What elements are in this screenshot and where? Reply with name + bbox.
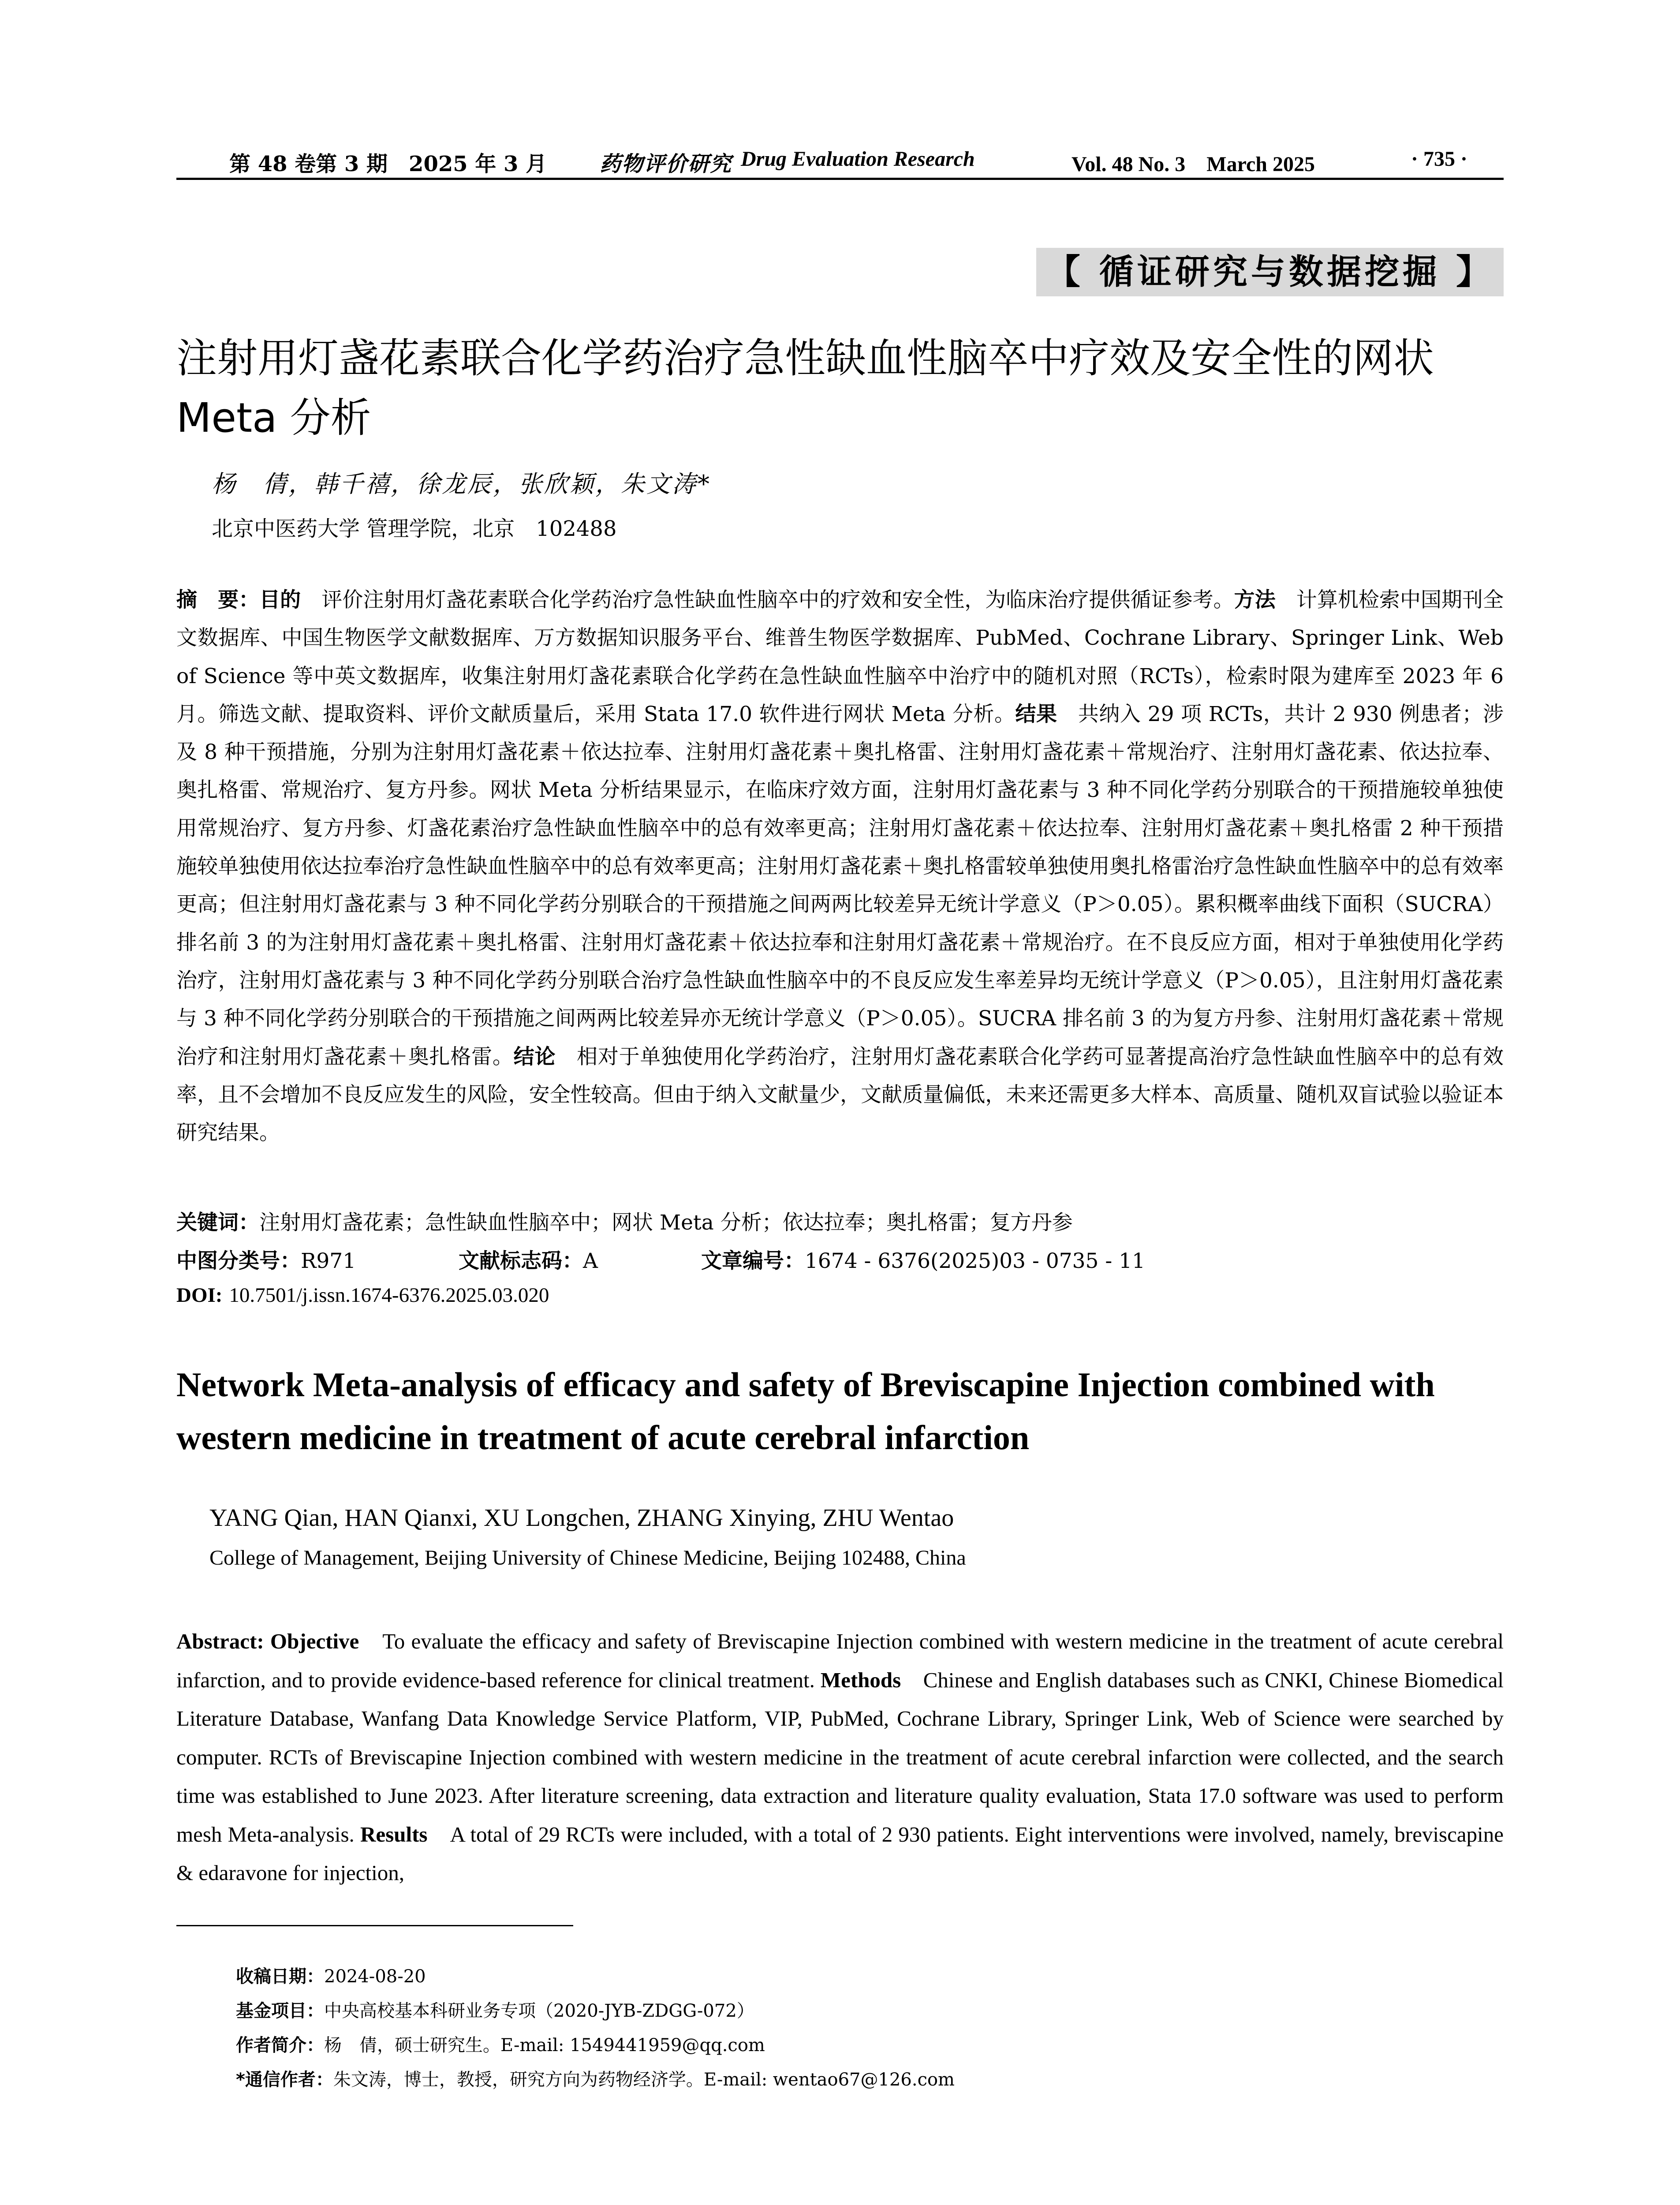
running-header: [176, 143, 1504, 179]
footnote-author: [236, 2031, 765, 2056]
methods-label-en: Methods: [820, 1667, 901, 1692]
fund-label: 基金项目：: [236, 2001, 324, 2021]
keywords: 注射用灯盏花素；急性缺血性脑卒中；网状 Meta 分析；依达拉奉；奥扎格雷；复方丹参: [259, 1211, 1073, 1235]
page-number: · 735 ·: [1411, 147, 1468, 171]
affiliation-en: College of Management, Beijing University of Chinese Medicine, Beijing 102488, China: [209, 1546, 966, 1570]
author-label: 作者简介：: [236, 2035, 324, 2056]
keywords-line: [176, 1206, 1073, 1236]
results-label-cn: 结果: [1015, 702, 1057, 726]
paper-title-cn: 注射用灯盏花素联合化学药治疗急性缺血性脑卒中疗效及安全性的网状 Meta 分析: [176, 335, 1434, 441]
classification-line: [176, 1245, 356, 1274]
received-label: 收稿日期：: [236, 1966, 324, 1987]
doi-label: DOI:: [176, 1284, 223, 1307]
journal-logo: 药物评价研究: [600, 152, 732, 176]
article-no-line: [701, 1245, 1145, 1274]
clc-value: R971: [301, 1249, 356, 1273]
issue-cn: 第 48 卷第 3 期 2025 年 3 月: [229, 152, 547, 176]
authors-cn: 杨 倩，韩千禧，徐龙辰，张欣颖，朱文涛*: [212, 470, 711, 498]
abstract-label-en: Abstract: Objective: [176, 1629, 359, 1653]
doc-code-line: [459, 1245, 598, 1274]
results-en: A total of 29 RCTs were included, with a total of 2 930 patients. Eight interventions were involved, namely, breviscapine & edaravone for injection,: [176, 1822, 1504, 1885]
doc-code-value: A: [583, 1249, 598, 1273]
conclusion-cn: 相对于单独使用化学药治疗，注射用灯盏花素联合化学药可显著提高治疗急性缺血性脑卒中的总有效率，且不会增加不良反应发生的风险，安全性较高。但由于纳入文献量少，文献质量偏低，未来还需更多大样本、高质量、随机双盲试验以验证本研究结果。: [176, 1044, 1504, 1145]
keywords-label: 关键词：: [176, 1211, 259, 1235]
clc-label: 中图分类号：: [176, 1249, 301, 1273]
received-date: 2024-08-20: [324, 1966, 426, 1987]
fund-value: 中央高校基本科研业务专项（2020-JYB-ZDGG-072）: [324, 2001, 754, 2021]
corresponding-label: *通信作者：: [236, 2070, 333, 2090]
footnote-rule: [176, 1925, 573, 1926]
authors-en: YANG Qian, HAN Qianxi, XU Longchen, ZHANG Xinying, ZHU Wentao: [209, 1504, 954, 1532]
objective-cn: 评价注射用灯盏花素联合化学药治疗急性缺血性脑卒中的疗效和安全性，为临床治疗提供循证参考。: [321, 588, 1234, 612]
methods-en: Chinese and English databases such as CNKI, Chinese Biomedical Literature Database, Wanfang Data Knowledge Service Platform, VIP, PubMed, Cochrane Library, Springer Link, Web of Science were searched by computer. RCTs of Breviscapine Injection combined with western medicine in the treatment of acute cerebral infarction were collected, and the search time was established to June 2023. After literature screening, data extraction and literature quality evaluation, Stata 17.0 software was used to perform mesh Meta-analysis.: [176, 1667, 1504, 1846]
abstract-cn: [176, 581, 1504, 1152]
objective-label-cn: 目的: [259, 588, 301, 612]
results-label-en: Results: [360, 1822, 428, 1846]
conclusion-label-cn: 结论: [513, 1044, 556, 1069]
objective-en: To evaluate the efficacy and safety of Breviscapine Injection combined with western medicine in the treatment of acute cerebral infarction, and to provide evidence-based reference for clinical treatment.: [176, 1629, 1504, 1692]
doi-line: [176, 1283, 549, 1307]
article-no-value: 1674 - 6376(2025)03 - 0735 - 11: [805, 1249, 1146, 1273]
header-rule: [176, 178, 1504, 180]
doi-value[interactable]: 10.7501/j.issn.1674-6376.2025.03.020: [229, 1284, 549, 1307]
author-value: 杨 倩，硕士研究生。E-mail: 1549441959@qq.com: [324, 2035, 765, 2056]
doc-code-label: 文献标志码：: [459, 1249, 583, 1273]
methods-cn: 计算机检索中国期刊全文数据库、中国生物医学文献数据库、万方数据知识服务平台、维普生物医学数据库、PubMed、Cochrane Library、Springer Link、Web of Science 等中英文数据库，收集注射用灯盏花素联合化学药在急性缺血性脑卒中治疗中的随机对照（RCTs），检索时限为建库至 2023 年 6 月。筛选文献、提取资料、评价文献质量后，采用 Stata 17.0 软件进行网状 Meta 分析。: [176, 588, 1504, 726]
footnote-received: [236, 1962, 426, 1988]
section-tag: 【 循证研究与数据挖掘 】: [1036, 248, 1504, 296]
journal-name-en: Drug Evaluation Research: [741, 147, 975, 171]
affiliation-cn: 北京中医药大学 管理学院，北京 102488: [212, 516, 617, 541]
issue-en: Vol. 48 No. 3 March 2025: [1071, 153, 1315, 176]
paper-title-en: Network Meta-analysis of efficacy and safety of Breviscapine Injection combined with western medicine in treatment of acute cerebral infarction: [176, 1365, 1435, 1457]
abstract-label-cn: 摘 要：: [176, 588, 260, 612]
footnote-corresponding: [236, 2066, 955, 2091]
abstract-en: [176, 1622, 1504, 1892]
results-cn: 共纳入 29 项 RCTs，共计 2 930 例患者；涉及 8 种干预措施，分别为注射用灯盏花素＋依达拉奉、注射用灯盏花素＋奥扎格雷、注射用灯盏花素＋常规治疗、注射用灯盏花素、依达拉奉、奥扎格雷、常规治疗、复方丹参。网状 Meta 分析结果显示，在临床疗效方面，注射用灯盏花素与 3 种不同化学药分别联合的干预措施较单独使用常规治疗、复方丹参、灯盏花素治疗急性缺血性脑卒中的总有效率更高；注射用灯盏花素＋依达拉奉、注射用灯盏花素＋奥扎格雷 2 种干预措施较单独使用依达拉奉治疗急性缺血性脑卒中的总有效率更高；注射用灯盏花素＋奥扎格雷较单独使用奥扎格雷治疗急性缺血性脑卒中的总有效率更高；但注射用灯盏花素与 3 种不同化学药分别联合的干预措施之间两两比较差异无统计学意义（P＞0.05）。累积概率曲线下面积（SUCRA）排名前 3 的为注射用灯盏花素＋奥扎格雷、注射用灯盏花素＋依达拉奉和注射用灯盏花素＋常规治疗。在不良反应方面，相对于单独使用化学药治疗，注射用灯盏花素与 3 种不同化学药分别联合治疗急性缺血性脑卒中的不良反应发生率差异均无统计学意义（P＞0.05），且注射用灯盏花素与 3 种不同化学药分别联合的干预措施之间两两比较差异亦无统计学意义（P＞0.05）。SUCRA 排名前 3 的为复方丹参、注射用灯盏花素＋常规治疗和注射用灯盏花素＋奥扎格雷。: [176, 702, 1504, 1069]
footnote-fund: [236, 1997, 754, 2022]
article-no-label: 文章编号：: [701, 1249, 805, 1273]
corresponding-value: 朱文涛，博士，教授，研究方向为药物经济学。E-mail: wentao67@126.com: [333, 2070, 955, 2090]
methods-label-cn: 方法: [1234, 588, 1276, 612]
